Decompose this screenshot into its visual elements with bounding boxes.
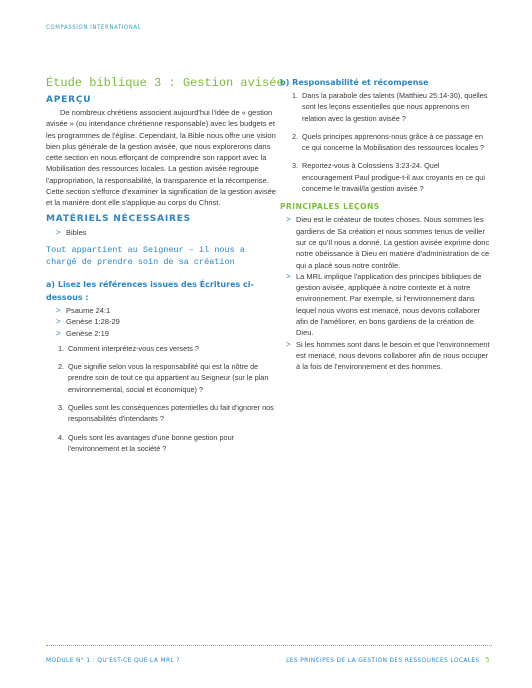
page-number: 5 [485, 656, 490, 664]
list-item [292, 90, 492, 124]
list-item [58, 343, 278, 354]
footer-divider [46, 645, 492, 646]
chevron-right-icon: > [286, 339, 291, 349]
lessons-heading: PRINCIPALES LEÇONS [280, 202, 380, 212]
question-text: Comment interprétez-vous ces versets ? [68, 343, 199, 353]
list-item [56, 227, 278, 238]
apercu-paragraph [46, 107, 278, 209]
list-item [58, 402, 278, 425]
list-item [286, 271, 492, 339]
lesson-text: Dieu est le créateur de toutes choses. Nous sommes les gardiens de Sa création et nous sommes tenus de veiller sur ce qu'Il nous a donné. La gestion avisée exprime donc notre obéissance à Dieu en matière d'administration de ce qui a placé sous notre contrôle. [296, 215, 490, 270]
list-item [292, 131, 492, 154]
chevron-right-icon: > [56, 227, 61, 237]
question-number: 4. [58, 432, 65, 442]
scripture-ref: Genèse 1:28-29 [66, 317, 120, 327]
section-a-questions [58, 343, 278, 454]
question-number: 2. [292, 131, 299, 141]
list-item [56, 305, 278, 316]
question-number: 3. [58, 403, 65, 413]
footer-section-title [286, 656, 490, 664]
left-column [46, 76, 284, 461]
question-number: 3. [292, 161, 299, 171]
chevron-right-icon: > [56, 328, 61, 338]
footer-section-label: LES PRINCIPES DE LA GESTION DES RESSOURCES LOCALES [286, 656, 480, 664]
list-item [286, 214, 492, 270]
list-item [58, 361, 278, 395]
chevron-right-icon: > [56, 305, 61, 315]
question-text: Dans la parabole des talents (Matthieu 25:14-30), quelles sont les leçons essentielles que nous apprenons en relation avec la gestion avisée ? [302, 91, 488, 123]
page-title: Étude biblique 3 : Gestion avisée [46, 76, 284, 90]
scripture-ref: Genèse 2:19 [66, 328, 109, 338]
question-number: 1. [58, 343, 65, 353]
materials-list [56, 227, 278, 238]
question-text: Que signifie selon vous la responsabilité qui est la nôtre de prendre soin de tout ce qui appartient au Seigneur (sur le plan environnemental, social et économique) ? [68, 362, 269, 394]
brand-header: COMPASSION INTERNATIONAL [46, 24, 142, 31]
question-number: 2. [58, 362, 65, 372]
right-column [280, 76, 492, 373]
materials-heading: MATÉRIELS NÉCESSAIRES [46, 213, 191, 224]
material-label: Bibles [66, 227, 87, 237]
question-text: Quels principes apprenons-nous grâce à ce passage en ce qui concerne la Mobilisation des ressources locales ? [302, 131, 485, 153]
scripture-ref: Psaume 24:1 [66, 305, 111, 315]
chevron-right-icon: > [56, 317, 61, 327]
apercu-heading: APERÇU [46, 95, 92, 105]
list-item [58, 432, 278, 455]
lessons-list [286, 214, 492, 372]
list-item [56, 328, 278, 339]
chevron-right-icon: > [286, 215, 291, 225]
question-number: 1. [292, 91, 299, 100]
chevron-right-icon: > [286, 271, 291, 281]
apercu-text: De nombreux chrétiens associent aujourd'hui l'idée de « gestion avisée » (ou intendance chrétienne responsable) avec les budgets et les programmes de l'église. Cependant, la Bible nous offre une vision bien plus générale de la gestion avisée, que nous explorerons dans cette section en nous efforçant de comprendre son rapport avec la Mobilisation des ressources locales. La gestion avisée regroupe l'appropriation, la responsabilité, la transparence et la récompense. Cette section s'efforce d'examiner la signification de la gestion avisée et la manière dont elle s'applique au corps du Christ. [46, 108, 276, 208]
section-b-questions [292, 90, 492, 194]
list-item [292, 160, 492, 194]
question-text: Quelles sont les conséquences potentielles du fait d'ignorer nos responsabilités d'intendants ? [68, 403, 274, 424]
lesson-text: La MRL implique l'application des principes bibliques de gestion avisée, appliquée à notre contexte et à notre environnement. Par exemple, si l'environnement dans lequel nous vivons est menacé, nous devons collaborer afin de l'améliorer, en bons gardiens de la création de Dieu. [296, 271, 482, 338]
callout-quote: Tout appartient au Seigneur – il nous a chargé de prendre soin de sa création [46, 244, 245, 267]
section-a-title: a) Lisez les références issues des Écritures ci-dessous : [46, 279, 254, 302]
lesson-text: Si les hommes sont dans le besoin et que l'environnement est menacé, nous devons collaborer afin de nous occuper à la fois de l'environnement et des hommes. [296, 339, 490, 372]
section-b-title: b) Responsabilité et récompense [280, 78, 429, 87]
footer-module-title: MODULE N° 1 : QU'EST-CE QUE LA MRL ? [46, 656, 180, 664]
question-text: Quels sont les avantages d'une bonne gestion pour l'environnement et la société ? [68, 432, 235, 453]
scripture-refs-list [56, 305, 278, 339]
question-text: Reportez-vous à Colossiens 3:23-24. Quel encouragement Paul prodigue-t-il aux croyants en ce qui concerne le travail/la gestion avisée ? [302, 161, 485, 194]
list-item [56, 316, 278, 327]
list-item [286, 339, 492, 373]
